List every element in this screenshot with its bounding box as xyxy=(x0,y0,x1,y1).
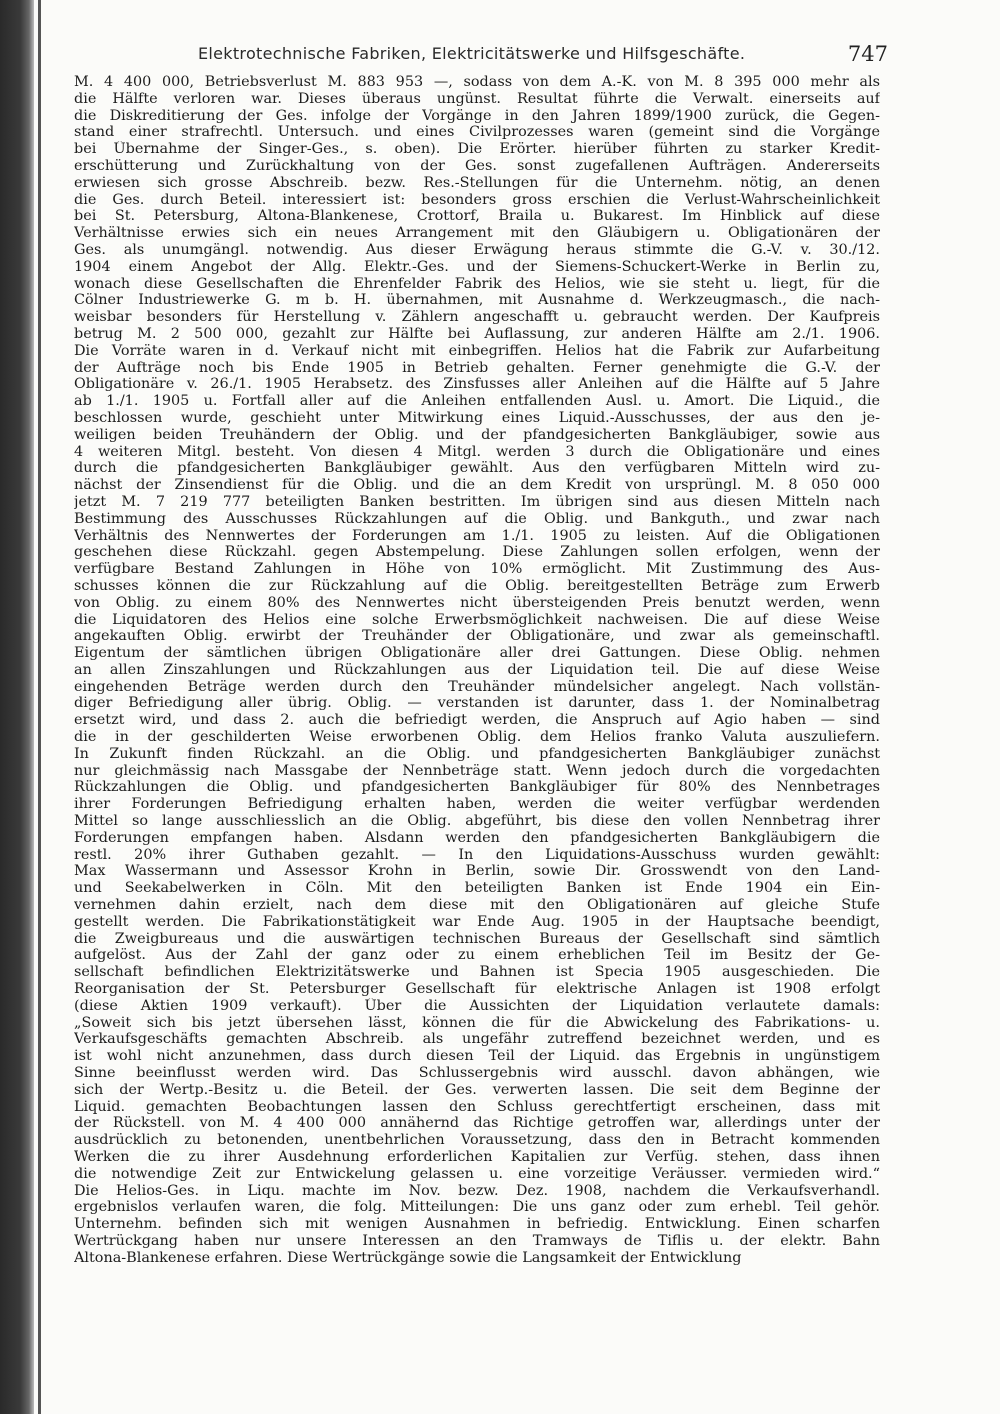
text-line: ihrer Forderungen Befriedigung erhalten haben, werden die weiter verfügbar werdenden xyxy=(74,796,880,813)
text-line: bei Übernahme der Singer-Ges., s. oben). Die Erörter. hierüber führten zu starker Kredit- xyxy=(74,141,880,158)
text-line: die in der geschilderten Weise erworbenen Oblig. dem Helios franko Valuta auszuliefern. xyxy=(74,729,880,746)
text-line: In Zukunft finden Rückzahl. an die Oblig. und pfandgesicherten Bankgläubiger zunächst xyxy=(74,745,880,762)
text-line: Verhältnis des Nennwertes der Forderungen am 1./1. 1905 zu leisten. Auf die Obligationen xyxy=(74,527,880,544)
text-line: Ges. als unumgängl. notwendig. Aus dieser Erwägung heraus stimmte die G.-V. v. 30./12. xyxy=(74,241,880,258)
text-line: verfügbare Bestand Zahlungen in Höhe von 10% ermöglicht. Mit Zustimmung des Aus- xyxy=(74,561,880,578)
text-line: durch die pfandgesicherten Bankgläubiger gewählt. Aus den verfügbaren Mitteln wird zu- xyxy=(74,460,880,477)
text-line: 1904 einem Angebot der Allg. Elektr.-Ges. und der Siemens-Schuckert-Werke in Berlin zu, xyxy=(74,258,880,275)
text-line: (diese Aktien 1909 verkauft). Über die Aussichten der Liquidation verlautete damals: xyxy=(74,997,880,1014)
page-edge-line xyxy=(38,0,41,1414)
text-line: angekauften Oblig. erwirbt der Treuhänder der Obligationäre, und zwar als gemeinschaftl. xyxy=(74,628,880,645)
text-line: Max Wassermann und Assessor Krohn in Berlin, sowie Dir. Grosswendt von den Land- xyxy=(74,863,880,880)
text-line: aufgelöst. Aus der Zahl der ganz oder zu einem erheblichen Teil im Besitz der Ge- xyxy=(74,947,880,964)
text-line: der Rückstell. von M. 4 400 000 annähernd das Richtige getroffen war, allerdings unter der xyxy=(74,1115,880,1132)
text-line: sellschaft befindlichen Elektrizitätswerke und Bahnen ist Specia 1905 ausgeschieden. Die xyxy=(74,964,880,981)
running-title: Elektrotechnische Fabriken, Elektricitätswerke und Hilfsgeschäfte. xyxy=(198,44,746,63)
text-line: die Ges. durch Beteil. interessiert ist: besonders gross erschien die Verlust-Wahrscheinlichkeit xyxy=(74,191,880,208)
text-line: bei St. Petersburg, Altona-Blankenese, Crottorf, Braila u. Bukarest. Im Hinblick auf diese xyxy=(74,208,880,225)
page-number: 747 xyxy=(847,42,888,66)
text-line: ab 1./1. 1905 u. Fortfall aller auf die Anleihen entfallenden Ausl. u. Amort. Die Liquid., die xyxy=(74,393,880,410)
text-line: „Soweit sich bis jetzt übersehen lässt, können die für die Abwickelung des Fabrikations- u. xyxy=(74,1014,880,1031)
text-line: ist wohl nicht anzunehmen, dass durch diesen Teil der Liquid. das Ergebnis in ungünstigem xyxy=(74,1048,880,1065)
text-line: Wertrückgang haben nur unsere Interessen an den Tramways de Tiflis u. der elektr. Bahn xyxy=(74,1232,880,1249)
text-line: wonach diese Gesellschaften die Ehrenfelder Fabrik des Helios, wie sie steht u. liegt, für die xyxy=(74,275,880,292)
text-line: Reorganisation der St. Petersburger Gesellschaft für elektrische Anlagen ist 1908 erfolgt xyxy=(74,981,880,998)
text-line: Verkaufsgeschäfts gemachten Abschreib. als ungefähr zutreffend bezeichnet werden, und es xyxy=(74,1031,880,1048)
text-line: geschehen diese Rückzahl. gegen Abstempelung. Diese Zahlungen sollen erfolgen, wenn der xyxy=(74,544,880,561)
text-line: ersetzt wird, und dass 2. auch die befriedigt werden, die Anspruch auf Agio haben — sind xyxy=(74,712,880,729)
text-line: nur gleichmässig nach Massgabe der Nennbeträge statt. Wenn jedoch durch die vorgedachten xyxy=(74,762,880,779)
text-line: M. 4 400 000, Betriebsverlust M. 883 953 —, sodass von dem A.-K. von M. 8 395 000 mehr als xyxy=(74,74,880,90)
text-line: eingehenden Beträge werden durch den Treuhänder mündelsicher angelegt. Nach vollstän- xyxy=(74,678,880,695)
text-line: erschütterung und Zurückhaltung von der Ges. sonst zugefallenen Aufträgen. Andererseits xyxy=(74,157,880,174)
text-line: Die Vorräte waren in d. Verkauf nicht mit einbegriffen. Helios hat die Fabrik zur Aufarbeitung xyxy=(74,342,880,359)
text-line: der Aufträge noch bis Ende 1905 in Betrieb gehalten. Ferner genehmigte die G.-V. der xyxy=(74,359,880,376)
text-line: Obligationäre v. 26./1. 1905 Herabsetz. des Zinsfusses aller Anleihen auf die Hälfte auf 5 Jahre xyxy=(74,376,880,393)
body-text xyxy=(74,74,880,1267)
text-line: Bestimmung des Ausschusses Rückzahlungen auf die Oblig. und Bankguth., und zwar nach xyxy=(74,510,880,527)
text-line: vernehmen dahin erzielt, nach dem diese mit den Obligationären auf gleiche Stufe xyxy=(74,897,880,914)
text-line: die Zweigbureaus und die auswärtigen technischen Bureaus der Gesellschaft sind sämtlich xyxy=(74,930,880,947)
text-line: restl. 20% ihrer Guthaben gezahlt. — In den Liquidations-Ausschuss wurden gewählt: xyxy=(74,846,880,863)
text-line: von Oblig. zu einem 80% des Nennwertes nicht übersteigenden Preis benutzt werden, wenn xyxy=(74,594,880,611)
text-line: weiligen beiden Treuhändern der Oblig. und der pfandgesicherten Bankgläubiger, sowie aus xyxy=(74,426,880,443)
text-line: die notwendige Zeit zur Entwickelung gelassen u. eine vorzeitige Veräusser. vermieden wird.“ xyxy=(74,1165,880,1182)
text-line: Sinne beeinflusst werden wird. Das Schlussergebnis wird ausschl. davon abhängen, wie xyxy=(74,1065,880,1082)
text-line: Altona-Blankenese erfahren. Diese Wertrückgänge sowie die Langsamkeit der Entwicklung xyxy=(74,1249,742,1266)
text-line: Unternehm. befinden sich mit wenigen Ausnahmen in befriedig. Entwicklung. Einen scharfen xyxy=(74,1216,880,1233)
text-line: Rückzahlungen die Oblig. und pfandgesicherten Bankgläubiger für 80% des Nennbetrages xyxy=(74,779,880,796)
text-line: ergebnislos verlaufen waren, die folg. Mitteilungen: Die uns ganz oder zum erhebl. Teil gehör. xyxy=(74,1199,880,1216)
text-line: Die Helios-Ges. in Liqu. machte im Nov. bezw. Dez. 1908, nachdem die Verkaufsverhandl. xyxy=(74,1182,880,1199)
page-edge-shadow xyxy=(0,0,34,1414)
text-line: Forderungen empfangen haben. Alsdann werden den pfandgesicherten Bankgläubigern die xyxy=(74,829,880,846)
text-line: die Hälfte verloren war. Dieses überaus ungünst. Resultat führte die Verwalt. einerseits auf xyxy=(74,90,880,107)
text-line: Cölner Industriewerke G. m b. H. übernahmen, mit Ausnahme d. Werkzeugmasch., die nach- xyxy=(74,292,880,309)
text-line: 4 weiteren Mitgl. besteht. Von diesen 4 Mitgl. werden 3 durch die Obligationäre und eines xyxy=(74,443,880,460)
text-line: sich der Wertp.-Besitz u. die Beteil. der Ges. verwerten lassen. Die seit dem Beginne der xyxy=(74,1081,880,1098)
page-header xyxy=(70,40,900,70)
text-line: die Diskreditierung der Ges. infolge der Vorgänge in den Jahren 1899/1900 zurück, die Gegen- xyxy=(74,107,880,124)
text-line: Werken die zu ihrer Ausdehnung erforderlichen Kapitalien zur Verfüg. stehen, dass ihnen xyxy=(74,1149,880,1165)
text-line: gestellt werden. Die Fabrikationstätigkeit war Ende Aug. 1905 in der Hauptsache beendigt, xyxy=(74,913,880,930)
text-line: Eigentum der sämtlichen übrigen Obligationäre aller drei Gattungen. Diese Oblig. nehmen xyxy=(74,645,880,662)
text-line: diger Befriedigung aller übrig. Oblig. — verstanden ist darunter, dass 1. der Nominalbetrag xyxy=(74,695,880,712)
text-line: betrug M. 2 500 000, gezahlt zur Hälfte bei Auflassung, zur anderen Hälfte am 2./1. 1906. xyxy=(74,325,880,342)
text-line: die Liquidatoren des Helios eine solche Erwerbsmöglichkeit nachweisen. Die auf diese Weise xyxy=(74,611,880,628)
text-line: ausdrücklich zu betonenden, unentbehrlichen Voraussetzung, dass den in Betracht kommenden xyxy=(74,1132,880,1149)
text-line: stand einer strafrechtl. Untersuch. und eines Civilprozesses waren (gemeint sind die Vorgänge xyxy=(74,124,880,141)
text-line: jetzt M. 7 219 777 beteiligten Banken bestritten. Im übrigen sind aus diesen Mitteln nach xyxy=(74,493,880,510)
text-line: weisbar besonders für Herstellung v. Zählern angeschafft u. gebraucht werden. Der Kaufpreis xyxy=(74,309,880,326)
text-line: an allen Zinszahlungen und Rückzahlungen aus der Liquidation teil. Die auf diese Weise xyxy=(74,661,880,678)
text-line: nächst der Zinsendienst für die Oblig. und die an dem Kredit von ursprüngl. M. 8 050 000 xyxy=(74,477,880,494)
text-line: Mittel so lange ausschliesslich an die Oblig. abgeführt, bis diese den vollen Nennbetrag ihrer xyxy=(74,813,880,830)
text-line: beschlossen wurde, geschieht unter Mitwirkung eines Liquid.-Ausschusses, der aus den je- xyxy=(74,409,880,426)
text-line: erwiesen sich grosse Abschreib. bezw. Res.-Stellungen für die Unternehm. nötig, an denen xyxy=(74,174,880,191)
text-line: und Seekabelwerken in Cöln. Mit den beteiligten Banken ist Ende 1904 ein Ein- xyxy=(74,880,880,897)
text-line: Liquid. gemachten Beobachtungen lassen den Schluss gerechtfertigt erscheinen, dass mit xyxy=(74,1098,880,1115)
text-line: Verhältnisse erwies sich ein neues Arrangement mit den Gläubigern u. Obligationären der xyxy=(74,225,880,242)
text-line: schusses können die zur Rückzahlung auf die Oblig. bereitgestellten Beträge zum Erwerb xyxy=(74,577,880,594)
